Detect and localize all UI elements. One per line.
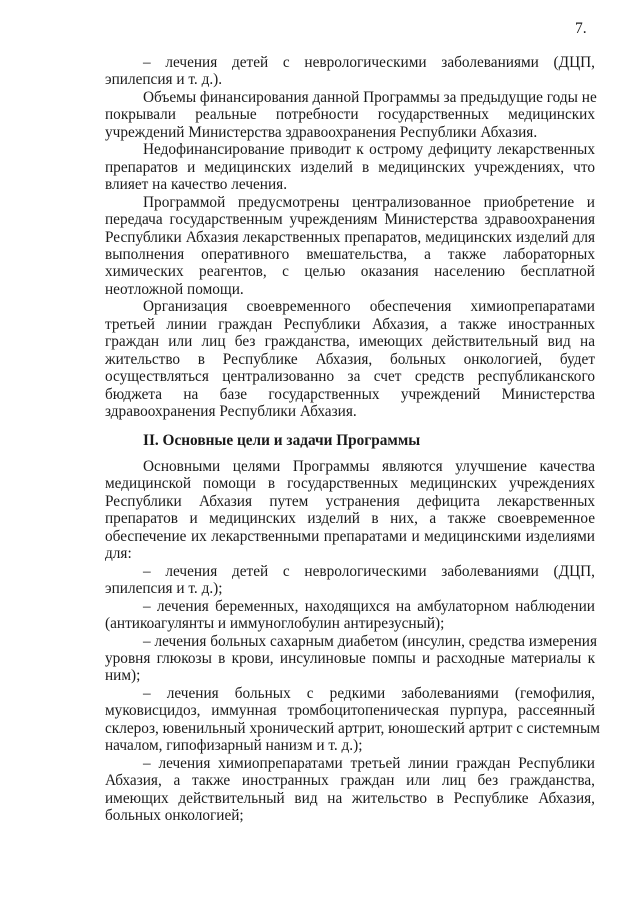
- paragraph: [105, 194, 595, 299]
- paragraph: [105, 54, 595, 89]
- text-line: учреждений Министерства здравоохранения Республики Абхазия.: [105, 123, 538, 141]
- text-line: осуществляться централизованно за счет средств республиканского: [105, 368, 595, 386]
- paragraph: [105, 141, 595, 193]
- section-heading: II. Основные цели и задачи Программы: [143, 432, 421, 449]
- text-line: (антикоагулянты и иммуноглобулин антирезусный);: [105, 615, 445, 633]
- text-line: для:: [105, 545, 132, 563]
- text-line: выполнения оперативного вмешательства, а также лабораторных: [105, 245, 595, 263]
- text-line: Республики Абхазия путем устранения дефицита лекарственных: [105, 492, 595, 510]
- text-line: здравоохранения Республики Абхазия.: [105, 403, 357, 421]
- text-line: – лечения больных сахарным диабетом (инсулин, средства измерения: [143, 632, 598, 650]
- text-line: Недофинансирование приводит к острому дефициту лекарственных: [143, 141, 595, 159]
- text-line: третьей линии граждан Республики Абхазия, а также иностранных: [105, 315, 595, 333]
- text-line: передача государственным учреждениям Министерства здравоохранения: [105, 211, 595, 229]
- text-line: эпилепсия и т. д.).: [105, 71, 223, 89]
- page-number: 7.: [575, 20, 587, 37]
- paragraph: [105, 755, 595, 825]
- text-line: имеющих действительный вид на жительство в Республике Абхазия,: [105, 789, 595, 807]
- text-line: уровня глюкозы в крови, инсулиновые помпы и расходные материалы к: [105, 649, 595, 667]
- paragraph: [105, 298, 595, 420]
- text-line: граждан или лиц без гражданства, имеющих действительный вид на: [105, 333, 595, 351]
- paragraph: [105, 684, 600, 755]
- text-line: покрывали реальные потребности государственных медицинских: [105, 106, 595, 124]
- text-line: склероз, ювенильный хронический артрит, юношеский артрит с системным: [105, 719, 600, 737]
- text-line: – лечения химиопрепаратами третьей линии граждан Республики: [143, 754, 595, 772]
- text-line: ним);: [105, 667, 141, 685]
- text-line: – лечения детей с неврологическими заболеваниями (ДЦП,: [143, 562, 595, 580]
- text-line: препаратов и медицинских изделий в них, а также своевременное: [105, 510, 595, 528]
- paragraph: [105, 563, 595, 598]
- text-line: эпилепсия и т. д.);: [105, 580, 223, 598]
- text-line: бюджета на базе государственных учреждений Министерства: [105, 385, 595, 403]
- section-goals-text: [105, 458, 600, 825]
- text-line: жительство в Республике Абхазия, больных онкологией, будет: [105, 350, 595, 368]
- text-line: – лечения детей с неврологическими заболеваниями (ДЦП,: [143, 54, 595, 71]
- text-line: препаратов и медицинских изделий в медицинских учреждениях, что: [105, 158, 595, 176]
- text-line: неотложной помощи.: [105, 280, 244, 298]
- text-line: Объемы финансирования данной Программы за предыдущие годы не: [143, 88, 597, 106]
- text-line: Республики Абхазия лекарственных препаратов, медицинских изделий для: [105, 228, 595, 246]
- text-line: – лечения беременных, находящихся на амбулаторном наблюдении: [143, 597, 595, 615]
- text-line: химических реагентов, с целью оказания населению бесплатной: [105, 263, 595, 281]
- paragraph: [105, 89, 595, 141]
- paragraph: [105, 458, 595, 563]
- text-line: Программой предусмотрены централизованное приобретение и: [143, 193, 595, 211]
- section-intro-text: [105, 54, 595, 421]
- text-line: влияет на качество лечения.: [105, 176, 288, 194]
- text-line: муковисцидоз, иммунная тромбоцитопеническая пурпура, рассеянный: [105, 702, 595, 720]
- text-line: – лечения больных с редкими заболеваниями (гемофилия,: [143, 684, 595, 702]
- paragraph: [105, 598, 595, 633]
- text-line: Абхазия, а также иностранных граждан или лиц без гражданства,: [105, 772, 595, 790]
- text-line: обеспечение их лекарственными препаратами и медицинскими изделиями: [105, 527, 595, 545]
- text-line: началом, гипофизарный нанизм и т. д.);: [105, 737, 363, 755]
- paragraph: [105, 632, 598, 685]
- text-line: Организация своевременного обеспечения химиопрепаратами: [143, 298, 595, 316]
- text-line: медицинской помощи в государственных медицинских учреждениях: [105, 475, 595, 493]
- text-line: больных онкологией;: [105, 807, 244, 825]
- text-line: Основными целями Программы являются улучшение качества: [143, 458, 595, 475]
